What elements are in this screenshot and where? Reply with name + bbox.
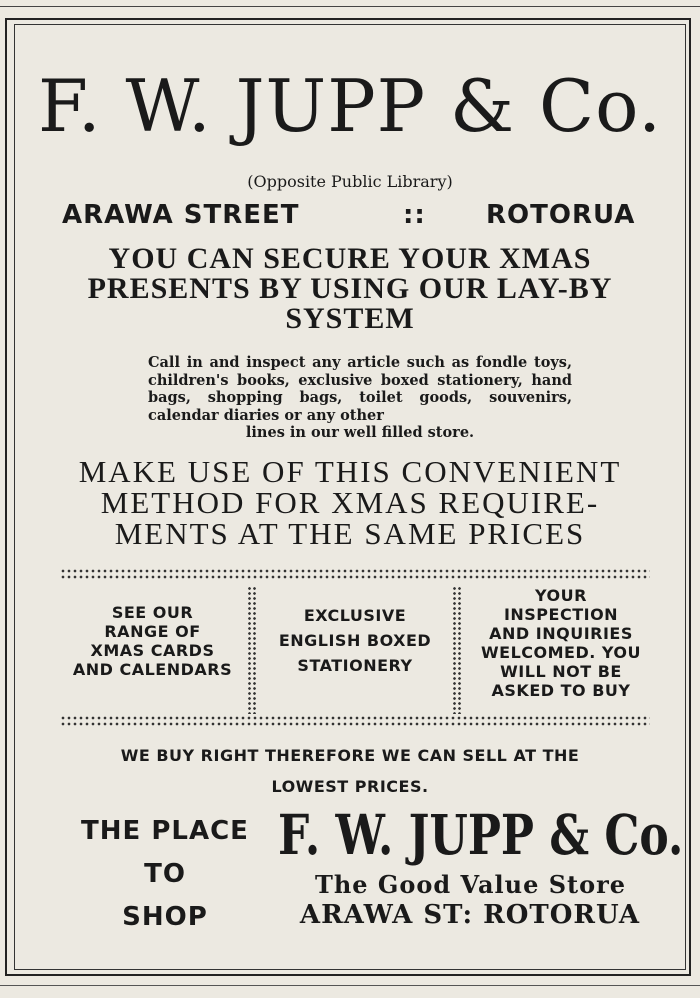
dotted-divider-left	[247, 586, 257, 714]
body-paragraph-main: Call in and inspect any article such as fondle toys, children's books, exclusive boxed stationery, hand bags, shopping bags, toilet goods, souvenirs, calendar diaries or any other	[148, 354, 572, 424]
headline-line: PRESENTS BY USING OUR LAY-BY	[87, 272, 613, 305]
headline	[0, 244, 700, 334]
make-use-heading	[0, 456, 700, 549]
headline-line: SYSTEM	[285, 302, 415, 335]
bottom-rule	[0, 985, 700, 986]
column-line: AND INQUIRIES	[489, 624, 633, 643]
column-stationery	[258, 603, 452, 678]
firm-name-title: F. W. JUPP & Co.	[37, 64, 663, 148]
column-line: YOUR	[535, 586, 587, 605]
street-name: ARAWA STREET	[62, 200, 300, 230]
column-cards	[60, 603, 245, 679]
column-line: WILL NOT BE	[500, 662, 622, 681]
dotted-rule-bottom	[60, 715, 650, 727]
body-paragraph	[148, 354, 572, 442]
we-buy-statement	[0, 740, 700, 802]
column-line: ASKED TO BUY	[491, 681, 631, 700]
column-line: XMAS CARDS	[90, 641, 215, 660]
location-note: (Opposite Public Library)	[247, 172, 453, 191]
column-line: ENGLISH BOXED	[278, 631, 432, 650]
footer-address: ARAWA ST: ROTORUA	[299, 900, 641, 930]
place-slogan	[60, 810, 270, 939]
column-line: STATIONERY	[297, 656, 413, 675]
address-separator: ::	[403, 200, 426, 230]
column-line: SEE OUR	[111, 603, 194, 622]
top-rule	[0, 6, 700, 7]
make-use-line: MAKE USE OF THIS CONVENIENT	[78, 454, 622, 489]
firm-name-footer: F. W. JUPP & Co.	[278, 804, 684, 868]
we-buy-line: WE BUY RIGHT THEREFORE WE CAN SELL AT THE	[120, 746, 580, 765]
address-line	[0, 200, 700, 234]
column-line: WELCOMED. YOU	[480, 643, 641, 662]
column-line: EXCLUSIVE	[303, 606, 407, 625]
make-use-line: MENTS AT THE SAME PRICES	[114, 516, 586, 551]
town-name: ROTORUA	[486, 200, 636, 230]
place-line: TO	[144, 859, 186, 889]
place-line: THE PLACE	[81, 816, 249, 846]
place-line: SHOP	[122, 902, 208, 932]
we-buy-line: LOWEST PRICES.	[271, 777, 429, 796]
column-inspection	[466, 586, 656, 700]
headline-line: YOU CAN SECURE YOUR XMAS	[108, 242, 592, 275]
dotted-divider-right	[452, 586, 462, 714]
dotted-rule-top	[60, 568, 650, 580]
store-tagline: The Good Value Store	[314, 870, 627, 899]
make-use-line: METHOD FOR XMAS REQUIRE-	[100, 485, 600, 520]
body-paragraph-last: lines in our well filled store.	[245, 424, 475, 441]
column-line: INSPECTION	[503, 605, 619, 624]
column-line: RANGE OF	[104, 622, 201, 641]
column-line: AND CALENDARS	[72, 660, 233, 679]
